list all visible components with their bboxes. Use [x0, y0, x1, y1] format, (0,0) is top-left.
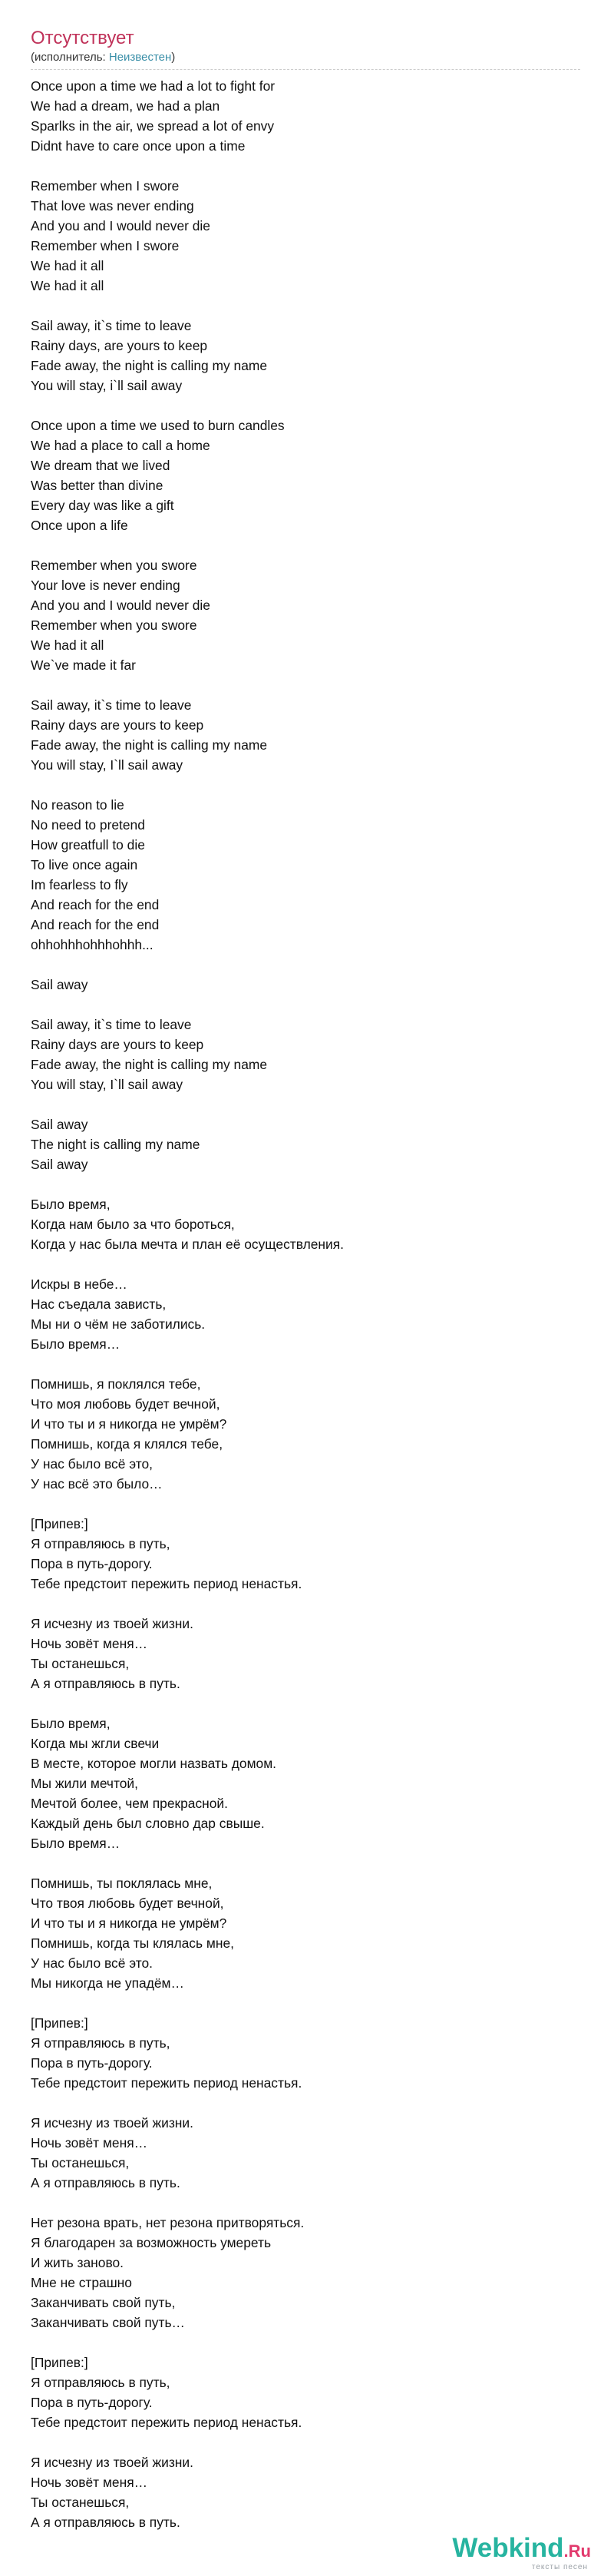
lyrics-line: Sail away, it`s time to leave	[31, 697, 192, 713]
lyrics-line: Sail away	[31, 977, 88, 992]
logo-wordmark	[452, 2534, 591, 2566]
lyrics-line: Fade away, the night is calling my name	[31, 358, 268, 373]
lyrics-line: [Припев:]	[31, 2355, 88, 2370]
lyrics-line: Помнишь, я поклялся тебе,	[31, 1376, 201, 1392]
lyrics-line: Мечтой более, чем прекрасной.	[31, 1796, 228, 1811]
lyrics-line: Rainy days, are yours to keep	[31, 338, 208, 353]
artist-link[interactable]: Неизвестен	[108, 51, 172, 64]
lyrics-line: Было время…	[31, 1836, 120, 1851]
lyrics-stanza	[31, 2452, 583, 2532]
lyrics-line: Помнишь, когда я клялся тебе,	[31, 1436, 223, 1452]
lyrics-line: Я отправляюсь в путь,	[31, 2375, 170, 2390]
lyrics-line: Было время,	[31, 1716, 111, 1731]
lyrics-stanza	[31, 695, 583, 775]
lyrics-line: That love was never ending	[31, 198, 194, 214]
lyrics-line: Что моя любовь будет вечной,	[31, 1396, 220, 1412]
artist-prefix: (исполнитель:	[31, 51, 109, 64]
lyrics-line: Я исчезну из твоей жизни.	[31, 1616, 193, 1631]
lyrics-line: We had it all	[31, 258, 104, 273]
lyrics-stanza	[31, 176, 583, 296]
lyrics-line: Sail away	[31, 1157, 88, 1172]
lyrics-line: Was better than divine	[31, 478, 163, 493]
lyrics-stanza	[31, 1015, 583, 1094]
lyrics-line: To live once again	[31, 857, 138, 872]
lyrics-line: Когда у нас была мечта и план её осуществления.	[31, 1237, 344, 1252]
lyrics-line: And reach for the end	[31, 917, 160, 932]
lyrics-line: We had it all	[31, 278, 104, 293]
lyrics-line: У нас было всё это.	[31, 1955, 153, 1971]
lyrics-stanza	[31, 316, 583, 396]
lyrics-line: А я отправляюсь в путь.	[31, 2175, 180, 2190]
lyrics-line: Remember when I swore	[31, 238, 180, 253]
lyrics-line: And you and I would never die	[31, 218, 210, 233]
lyrics-line: Тебе предстоит пережить период ненастья.	[31, 2075, 302, 2091]
lyrics-stanza	[31, 416, 583, 535]
lyrics-stanza	[31, 1114, 583, 1174]
lyrics-line: You will stay, i`ll sail away	[31, 378, 183, 393]
logo-accent-text: .Ru	[563, 2541, 591, 2561]
logo-main-text: Webkind	[452, 2533, 564, 2563]
lyrics-line: А я отправляюсь в путь.	[31, 2515, 180, 2530]
lyrics-line: Sail away	[31, 1117, 88, 1132]
lyrics-stanza	[31, 2113, 583, 2193]
logo-subtitle: тексты песен	[531, 2563, 588, 2571]
lyrics-line: And you and I would never die	[31, 598, 210, 613]
lyrics-line: How greatfull to die	[31, 837, 145, 853]
site-logo[interactable]	[452, 2534, 591, 2571]
lyrics-line: Remember when I swore	[31, 178, 180, 194]
lyrics-line: ohhohhhohhhohhh...	[31, 937, 154, 952]
lyrics-line: И жить заново.	[31, 2255, 124, 2270]
lyrics-line: А я отправляюсь в путь.	[31, 1676, 180, 1691]
lyrics-stanza	[31, 2013, 583, 2093]
lyrics-line: Нет резона врать, нет резона притворяться.	[31, 2215, 305, 2230]
lyrics-stanza	[31, 975, 583, 995]
lyrics-stanza	[31, 1514, 583, 1594]
lyrics-line: Я исчезну из твоей жизни.	[31, 2455, 193, 2470]
lyrics-line: Once upon a life	[31, 518, 128, 533]
lyrics-line: Rainy days are yours to keep	[31, 717, 204, 733]
lyrics-line: Пора в путь-дорогу.	[31, 2055, 153, 2071]
lyrics-line: Я отправляюсь в путь,	[31, 2035, 170, 2051]
lyrics-line: Every day was like a gift	[31, 498, 174, 513]
lyrics-line: No reason to lie	[31, 797, 124, 813]
lyrics-line: Было время…	[31, 1336, 120, 1352]
lyrics-stanza	[31, 555, 583, 675]
lyrics-line: Ты останешься,	[31, 2155, 130, 2170]
lyrics-stanza	[31, 1194, 583, 1254]
lyrics-line: We had it all	[31, 637, 104, 653]
lyrics-line: Мы жили мечтой,	[31, 1776, 138, 1791]
lyrics-line: Заканчивать свой путь…	[31, 2315, 185, 2330]
lyrics-line: Ночь зовёт меня…	[31, 2135, 147, 2151]
lyrics-line: We dream that we lived	[31, 458, 170, 473]
artist-suffix: )	[171, 51, 176, 64]
lyrics-line: Fade away, the night is calling my name	[31, 1057, 268, 1072]
lyrics-line: В месте, которое могли назвать домом.	[31, 1756, 277, 1771]
lyrics-line: Пора в путь-дорогу.	[31, 2395, 153, 2410]
lyrics-line: Когда нам было за что бороться,	[31, 1217, 235, 1232]
lyrics-stanza	[31, 1614, 583, 1694]
lyrics-line: Мы никогда не упадём…	[31, 1975, 184, 1991]
lyrics-line: Тебе предстоит пережить период ненастья.	[31, 1576, 302, 1591]
lyrics-line: We had a place to call a home	[31, 438, 210, 453]
lyrics-line: Что твоя любовь будет вечной,	[31, 1896, 224, 1911]
lyrics-line: You will stay, I`ll sail away	[31, 1077, 183, 1092]
lyrics-line: Ночь зовёт меня…	[31, 2475, 147, 2490]
lyrics-line: Я исчезну из твоей жизни.	[31, 2115, 193, 2131]
song-title: Отсутствует	[31, 28, 134, 48]
lyrics-stanza	[31, 76, 583, 156]
lyrics-line: Once upon a time we used to burn candles	[31, 418, 285, 433]
lyrics-line: Помнишь, ты поклялась мне,	[31, 1876, 213, 1891]
lyrics-line: And reach for the end	[31, 897, 160, 912]
lyrics-line: Я отправляюсь в путь,	[31, 1536, 170, 1551]
lyrics-line: Sail away, it`s time to leave	[31, 1017, 192, 1032]
lyrics-line: Пора в путь-дорогу.	[31, 1556, 153, 1571]
lyrics-line: Remember when you swore	[31, 558, 197, 573]
lyrics-line: Your love is never ending	[31, 578, 180, 593]
lyrics-line: Я благодарен за возможность умереть	[31, 2235, 272, 2250]
lyrics-line: Нас съедала зависть,	[31, 1296, 167, 1312]
lyrics-line: Когда мы жгли свечи	[31, 1736, 160, 1751]
lyrics-stanza	[31, 1274, 583, 1354]
lyrics-line: Ты останешься,	[31, 2495, 130, 2510]
lyrics-line: Once upon a time we had a lot to fight for	[31, 78, 276, 94]
lyrics-line: Rainy days are yours to keep	[31, 1037, 204, 1052]
lyrics-line: Im fearless to fly	[31, 877, 128, 892]
lyrics-line: Sparlks in the air, we spread a lot of envy	[31, 118, 275, 134]
lyrics-line: Каждый день был словно дар свыше.	[31, 1816, 265, 1831]
lyrics-stanza	[31, 795, 583, 955]
lyrics-stanza	[31, 1873, 583, 1993]
lyrics-body	[31, 76, 583, 2532]
lyrics-line: No need to pretend	[31, 817, 145, 833]
lyrics-line: Тебе предстоит пережить период ненастья.	[31, 2415, 302, 2430]
lyrics-line: Мы ни о чём не заботились.	[31, 1316, 206, 1332]
lyrics-line: У нас было всё это,	[31, 1456, 153, 1472]
lyrics-stanza	[31, 2353, 583, 2432]
lyrics-line: Didnt have to care once upon a time	[31, 138, 246, 154]
lyrics-line: Помнишь, когда ты клялась мне,	[31, 1935, 234, 1951]
lyrics-line: Remember when you swore	[31, 618, 197, 633]
lyrics-line: Fade away, the night is calling my name	[31, 737, 268, 753]
lyrics-stanza	[31, 1374, 583, 1494]
lyrics-stanza	[31, 1713, 583, 1853]
lyrics-line: Было время,	[31, 1197, 111, 1212]
lyrics-line: У нас всё это было…	[31, 1476, 163, 1492]
lyrics-line: We`ve made it far	[31, 657, 136, 673]
lyrics-line: Мне не страшно	[31, 2275, 132, 2290]
lyrics-line: И что ты и я никогда не умрём?	[31, 1915, 227, 1931]
lyrics-line: И что ты и я никогда не умрём?	[31, 1416, 227, 1432]
lyrics-line: [Припев:]	[31, 2015, 88, 2031]
lyrics-line: Заканчивать свой путь,	[31, 2295, 176, 2310]
lyrics-line: We had a dream, we had a plan	[31, 98, 220, 114]
lyrics-line: Ты останешься,	[31, 1656, 130, 1671]
lyrics-line: Ночь зовёт меня…	[31, 1636, 147, 1651]
lyrics-stanza	[31, 2213, 583, 2333]
lyrics-line: Искры в небе…	[31, 1276, 127, 1292]
lyrics-line: [Припев:]	[31, 1516, 88, 1531]
lyrics-line: Sail away, it`s time to leave	[31, 318, 192, 333]
lyrics-line: You will stay, I`ll sail away	[31, 757, 183, 773]
lyrics-line: The night is calling my name	[31, 1137, 200, 1152]
artist-line	[31, 51, 580, 70]
